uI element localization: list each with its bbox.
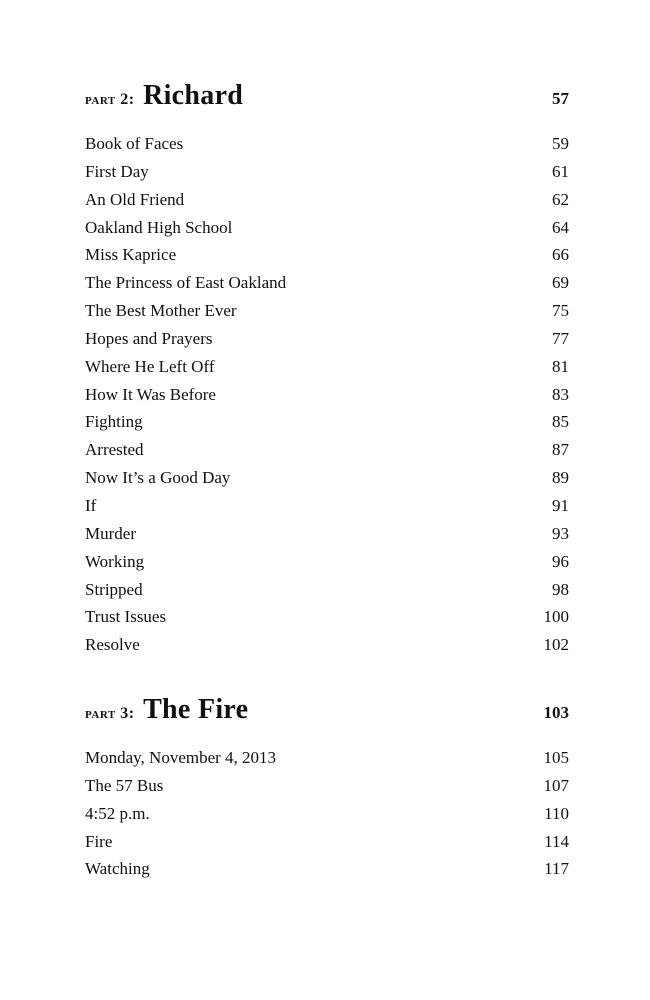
- toc-entry: [85, 631, 569, 659]
- chapter-title: Watching: [85, 859, 150, 879]
- toc-entry: [85, 576, 569, 604]
- chapter-page-number: 100: [543, 607, 569, 627]
- chapter-page-number: 81: [552, 356, 569, 376]
- part-prefix: part 3:: [85, 705, 135, 722]
- chapter-page-number: 110: [544, 803, 569, 823]
- chapter-page-number: 83: [552, 384, 569, 404]
- chapter-page-number: 98: [552, 579, 569, 599]
- chapter-list: [85, 130, 569, 659]
- chapter-title: Miss Kaprice: [85, 245, 177, 265]
- chapter-title: Oakland High School: [85, 217, 233, 237]
- chapter-title: The Princess of East Oakland: [85, 273, 287, 293]
- chapter-title: Book of Faces: [85, 134, 184, 153]
- chapter-page-number: 93: [552, 523, 569, 543]
- toc-entry: [85, 297, 569, 325]
- chapter-title: Now It’s a Good Day: [85, 468, 231, 488]
- toc-entry: [85, 325, 569, 353]
- part-title: Richard: [143, 80, 244, 111]
- chapter-page-number: 75: [552, 301, 569, 321]
- chapter-page-number: 114: [544, 831, 569, 851]
- toc-entry: [85, 828, 569, 856]
- chapter-title: 4:52 p.m.: [85, 803, 150, 823]
- part-3-section: [85, 694, 569, 883]
- chapter-title: Fighting: [85, 412, 143, 432]
- chapter-page-number: 117: [544, 859, 569, 879]
- part-title: The Fire: [143, 694, 249, 725]
- part-prefix: part 2:: [85, 91, 135, 108]
- part-heading: [85, 694, 569, 734]
- chapter-page-number: 87: [552, 440, 569, 460]
- chapter-title: Trust Issues: [85, 607, 167, 627]
- part-heading: [85, 80, 569, 120]
- toc-entry: [85, 772, 569, 800]
- chapter-page-number: 77: [552, 328, 569, 348]
- toc-entry: [85, 855, 569, 883]
- chapter-title: Murder: [85, 523, 136, 543]
- toc-entry: [85, 436, 569, 464]
- chapter-page-number: 102: [543, 635, 569, 655]
- chapter-page-number: 62: [552, 189, 569, 209]
- chapter-page-number: 85: [552, 412, 569, 432]
- chapter-page-number: 91: [552, 495, 569, 515]
- toc-entry: [85, 520, 569, 548]
- chapter-title: Where He Left Off: [85, 356, 215, 376]
- chapter-page-number: 96: [552, 551, 569, 571]
- chapter-title: How It Was Before: [85, 384, 216, 404]
- part-page-number: 57: [552, 89, 569, 108]
- chapter-page-number: 61: [552, 161, 569, 181]
- part-page-number: 103: [543, 703, 569, 722]
- chapter-title: The 57 Bus: [85, 775, 164, 795]
- chapter-list: [85, 744, 569, 883]
- toc-entry: [85, 353, 569, 381]
- chapter-title: First Day: [85, 161, 149, 181]
- chapter-title: Monday, November 4, 2013: [85, 748, 277, 767]
- chapter-page-number: 66: [552, 245, 569, 265]
- toc-entry: [85, 186, 569, 214]
- chapter-title: Arrested: [85, 440, 144, 460]
- chapter-page-number: 107: [543, 775, 569, 795]
- toc-entry: [85, 603, 569, 631]
- chapter-title: Working: [85, 551, 145, 571]
- toc-entry: [85, 548, 569, 576]
- chapter-title: If: [85, 495, 97, 515]
- chapter-page-number: 69: [552, 273, 569, 293]
- toc-entry: [85, 744, 569, 772]
- toc-entry: [85, 408, 569, 436]
- chapter-page-number: 64: [552, 217, 569, 237]
- toc-entry: [85, 492, 569, 520]
- chapter-page-number: 105: [543, 748, 569, 767]
- toc-entry: [85, 269, 569, 297]
- toc-entry: [85, 800, 569, 828]
- chapter-title: Resolve: [85, 635, 140, 655]
- toc-entry: [85, 241, 569, 269]
- chapter-title: The Best Mother Ever: [85, 301, 237, 321]
- chapter-title: Hopes and Prayers: [85, 328, 213, 348]
- toc-entry: [85, 214, 569, 242]
- chapter-page-number: 59: [552, 134, 569, 153]
- chapter-title: An Old Friend: [85, 189, 185, 209]
- chapter-title: Stripped: [85, 579, 143, 599]
- chapter-title: Fire: [85, 831, 113, 851]
- toc-entry: [85, 158, 569, 186]
- toc-entry: [85, 464, 569, 492]
- chapter-page-number: 89: [552, 468, 569, 488]
- toc-entry: [85, 130, 569, 158]
- toc-entry: [85, 381, 569, 409]
- part-2-section: [85, 80, 569, 659]
